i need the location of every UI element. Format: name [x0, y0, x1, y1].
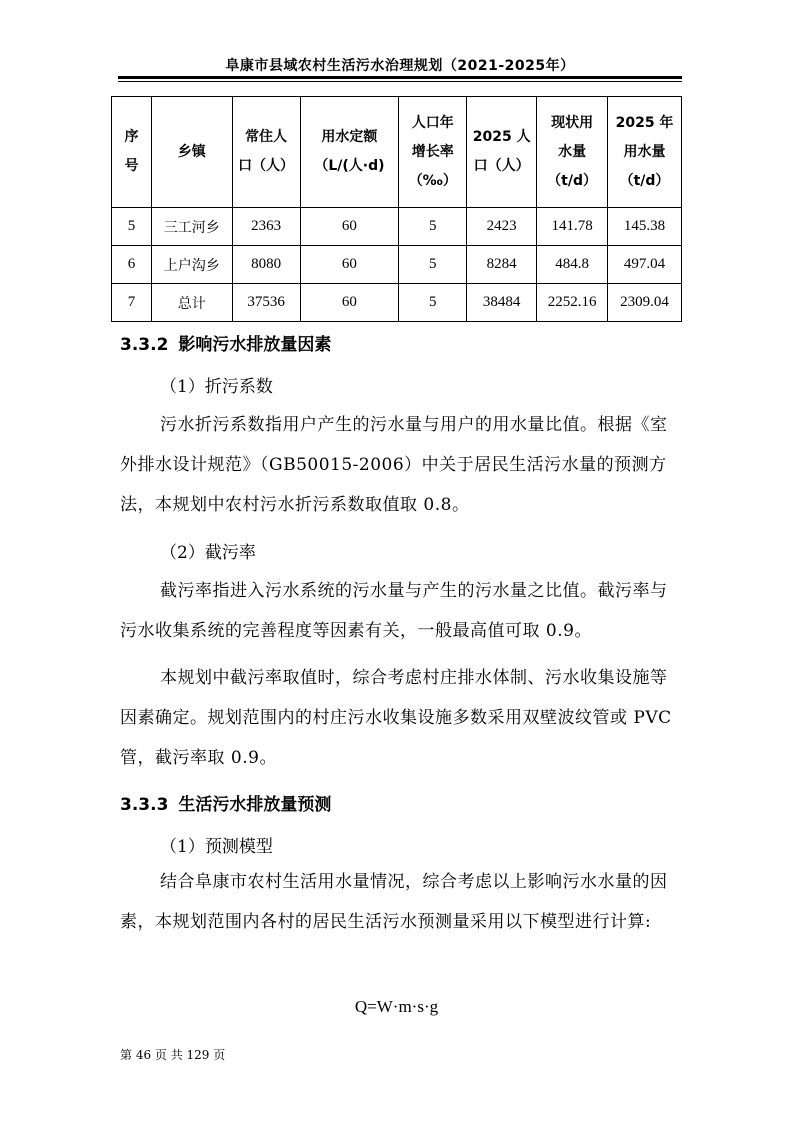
table-cell: 497.04 — [608, 246, 682, 284]
table-cell: 5 — [112, 208, 152, 246]
subheading-discharge-coefficient: （1）折污系数 — [160, 377, 273, 397]
subheading-interception-rate: （2）截污率 — [160, 543, 256, 563]
table-cell: 6 — [112, 246, 152, 284]
col-header-water-quota: 用水定额 （L/(人·d) — [300, 97, 399, 208]
table-cell: 2363 — [232, 208, 300, 246]
table-cell: 60 — [300, 208, 399, 246]
header-rule-thick — [118, 76, 682, 79]
col-header-growth-rate: 人口年 增长率 （‰） — [399, 97, 467, 208]
section-number: 3.3.3 — [120, 795, 169, 815]
table-cell: 145.38 — [608, 208, 682, 246]
section-number: 3.3.2 — [120, 335, 169, 355]
paragraph-interception-value: 本规划中截污率取值时，综合考虑村庄排水体制、污水收集设施等因素确定。规划范围内的村庄污水收集设施多数采用双壁波纹管或 PVC 管，截污率取 0.9。 — [120, 668, 672, 768]
section-title: 影响污水排放量因素 — [178, 335, 332, 355]
table-cell: 2252.16 — [537, 284, 608, 322]
header-rule-thin — [118, 81, 682, 82]
formula: Q=W·m·s·g — [354, 997, 439, 1016]
table-cell: 141.78 — [537, 208, 608, 246]
table-cell: 5 — [399, 284, 467, 322]
table-row — [112, 246, 682, 284]
table-cell: 2423 — [467, 208, 537, 246]
col-header-2025-water: 2025 年 用水量 （t/d） — [608, 97, 682, 208]
paragraph-interception-rate: 截污率指进入污水系统的污水量与产生的污水量之比值。截污率与污水收集系统的完善程度等因素有关，一般最高值可取 0.9。 — [120, 581, 668, 641]
table-row — [112, 208, 682, 246]
table-cell: 38484 — [467, 284, 537, 322]
table-header-row — [112, 97, 682, 208]
table-cell: 5 — [399, 208, 467, 246]
table-cell: 5 — [399, 246, 467, 284]
table-row — [112, 284, 682, 322]
table-cell: 60 — [300, 246, 399, 284]
col-header-town: 乡镇 — [151, 97, 232, 208]
water-usage-table — [111, 96, 682, 322]
col-header-current-water: 现状用 水量 （t/d） — [537, 97, 608, 208]
subheading-forecast-model: （1）预测模型 — [160, 837, 273, 857]
table-cell-town: 总计 — [151, 284, 232, 322]
table-cell-town: 上户沟乡 — [151, 246, 232, 284]
page-footer: 第 46 页 共 129 页 — [120, 1048, 226, 1062]
table-cell: 8284 — [467, 246, 537, 284]
table-cell-town: 三工河乡 — [151, 208, 232, 246]
paragraph-forecast-model: 结合阜康市农村生活用水量情况，综合考虑以上影响污水水量的因素，本规划范围内各村的居民生活污水预测量采用以下模型进行计算: — [120, 872, 668, 932]
col-header-2025-population: 2025 人 口（人） — [467, 97, 537, 208]
table-cell: 7 — [112, 284, 152, 322]
table-cell: 60 — [300, 284, 399, 322]
section-heading-3-3-2 — [120, 330, 331, 355]
table-cell: 484.8 — [537, 246, 608, 284]
col-header-population: 常住人 口（人） — [232, 97, 300, 208]
paragraph-discharge-coefficient: 污水折污系数指用户产生的污水量与用户的用水量比值。根据《室外排水设计规范》（GB50015-2006）中关于居民生活污水量的预测方法，本规划中农村污水折污系数取值取 0.8。 — [120, 415, 668, 515]
section-heading-3-3-3 — [120, 790, 331, 815]
table-cell: 2309.04 — [608, 284, 682, 322]
col-header-index: 序 号 — [112, 97, 152, 208]
table-cell: 8080 — [232, 246, 300, 284]
table-cell: 37536 — [232, 284, 300, 322]
running-header: 阜康市县域农村生活污水治理规划（2021-2025年） — [225, 58, 575, 74]
section-title: 生活污水排放量预测 — [178, 795, 332, 815]
